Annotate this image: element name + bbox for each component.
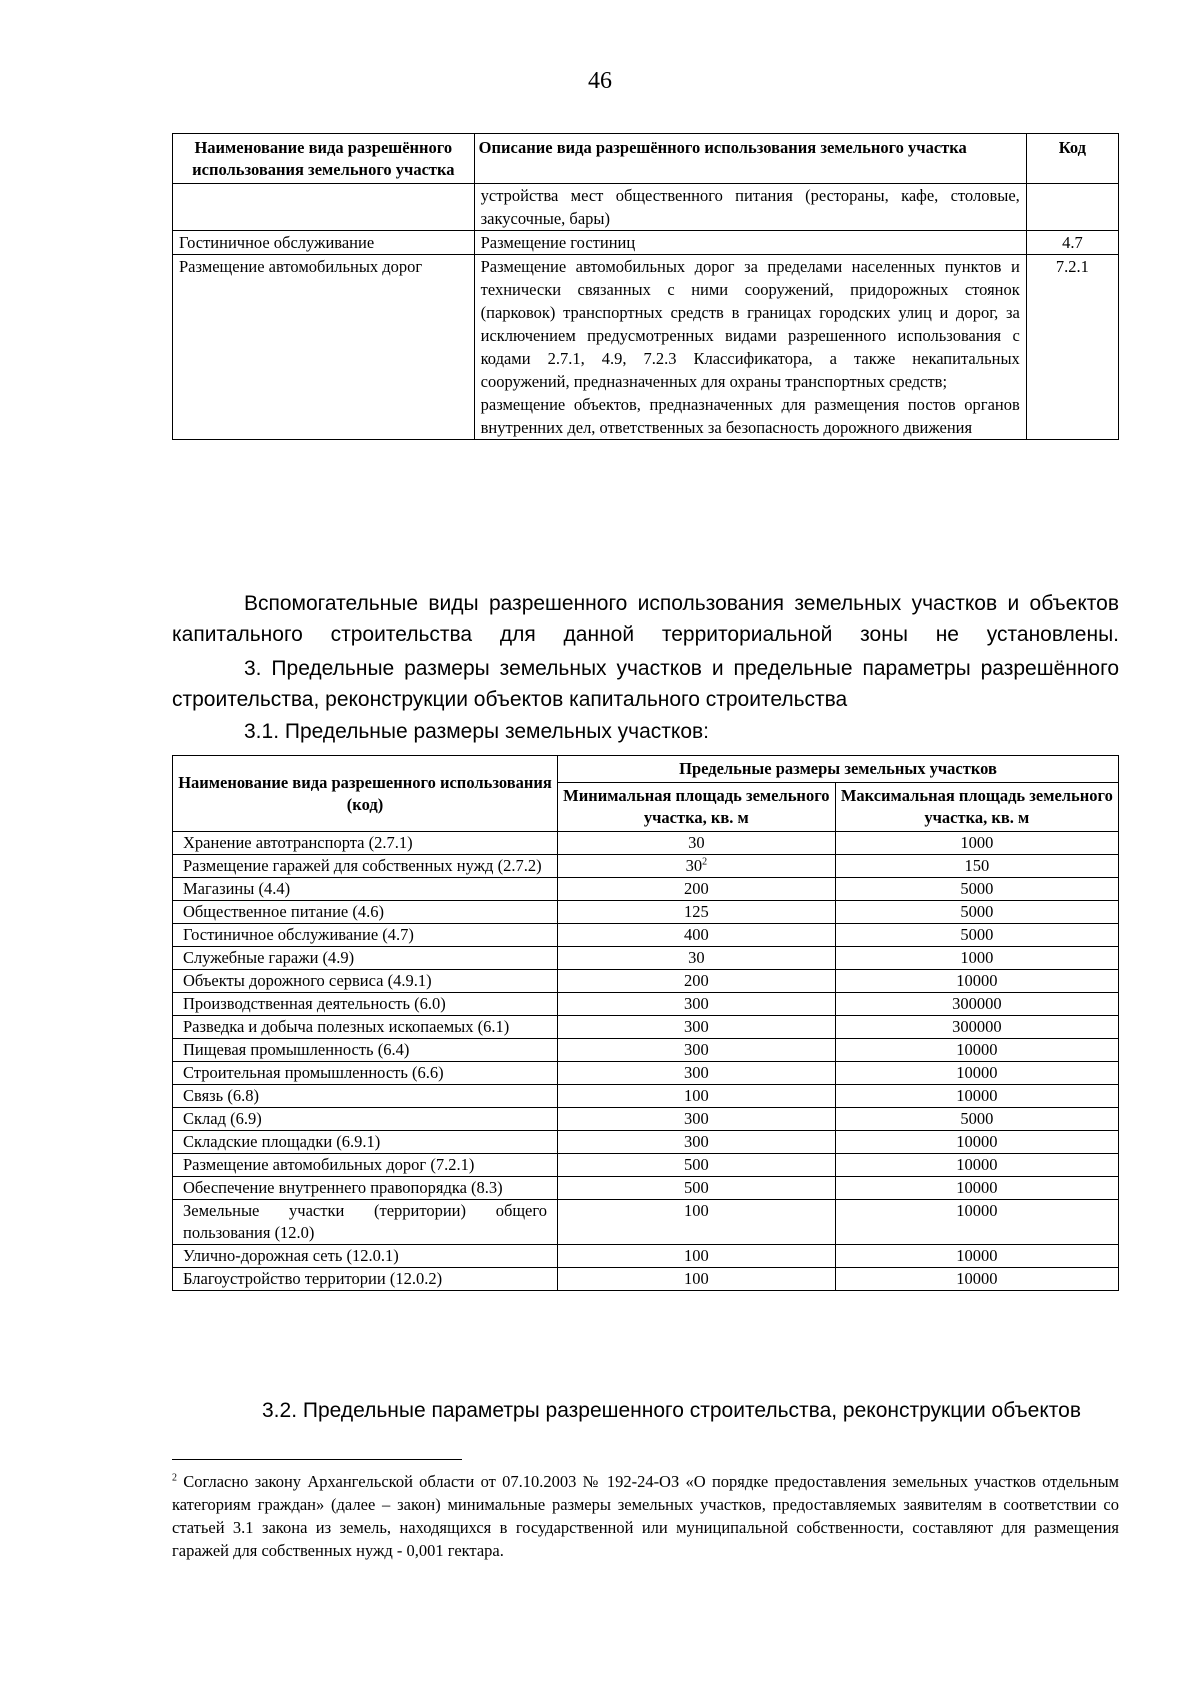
table-row bbox=[173, 1268, 1119, 1291]
table-header-row bbox=[173, 756, 1119, 783]
cell-max-area: 5000 bbox=[835, 1108, 1118, 1131]
table-row bbox=[173, 1108, 1119, 1131]
description-paragraph: Размещение гостиниц bbox=[480, 233, 636, 252]
cell-min-area bbox=[558, 1085, 836, 1108]
cell-name: Обеспечение внутреннего правопорядка (8.3) bbox=[173, 1177, 558, 1200]
cell-name: Гостиничное обслуживание bbox=[173, 231, 475, 255]
cell-min-area bbox=[558, 832, 836, 855]
cell-code: 7.2.1 bbox=[1026, 255, 1118, 440]
cell-min-area bbox=[558, 1268, 836, 1291]
table-row bbox=[173, 1245, 1119, 1268]
cell-max-area: 5000 bbox=[835, 924, 1118, 947]
cell-name: Общественное питание (4.6) bbox=[173, 901, 558, 924]
column-header-group: Предельные размеры земельных участков bbox=[558, 756, 1119, 783]
cell-name: Связь (6.8) bbox=[173, 1085, 558, 1108]
cell-max-area: 10000 bbox=[835, 1062, 1118, 1085]
cell-name: Размещение гаражей для собственных нужд (2.7.2) bbox=[173, 855, 558, 878]
cell-name: Служебные гаражи (4.9) bbox=[173, 947, 558, 970]
table-row bbox=[173, 947, 1119, 970]
cell-max-area: 1000 bbox=[835, 947, 1118, 970]
cell-min-area bbox=[558, 1108, 836, 1131]
column-header-min: Минимальная площадь земельного участка, кв. м bbox=[558, 783, 836, 832]
cell-min-area bbox=[558, 1062, 836, 1085]
page-number: 46 bbox=[588, 68, 612, 94]
cell-max-area: 5000 bbox=[835, 901, 1118, 924]
table-row bbox=[173, 993, 1119, 1016]
table-body bbox=[173, 832, 1119, 1291]
table-row bbox=[173, 1039, 1119, 1062]
cell-max-area: 10000 bbox=[835, 1177, 1118, 1200]
table-row bbox=[173, 1016, 1119, 1039]
cell-name: Строительная промышленность (6.6) bbox=[173, 1062, 558, 1085]
column-header-description: Описание вида разрешённого использования земельного участка bbox=[474, 134, 1026, 184]
table-row bbox=[173, 1154, 1119, 1177]
cell-code: 4.7 bbox=[1026, 231, 1118, 255]
min-area-value: 30 bbox=[685, 856, 703, 875]
auxiliary-uses-paragraph bbox=[172, 588, 1119, 650]
cell-min-area bbox=[558, 855, 836, 878]
cell-min-area bbox=[558, 1245, 836, 1268]
min-area-value: 30 bbox=[688, 948, 705, 967]
table-row bbox=[173, 1177, 1119, 1200]
table-row bbox=[173, 878, 1119, 901]
description-paragraph: устройства мест общественного питания (рестораны, кафе, столовые, закусочные, бары) bbox=[480, 186, 1020, 228]
footnote-marker: 2 bbox=[172, 1472, 177, 1484]
table-header-row bbox=[173, 134, 1119, 184]
cell-name: Разведка и добыча полезных ископаемых (6.1) bbox=[173, 1016, 558, 1039]
section-3-1-heading: 3.1. Предельные размеры земельных участков: bbox=[244, 720, 710, 743]
cell-min-area bbox=[558, 993, 836, 1016]
land-use-description-table bbox=[172, 133, 1119, 440]
cell-min-area bbox=[558, 1039, 836, 1062]
cell-min-area bbox=[558, 1200, 836, 1245]
cell-max-area: 10000 bbox=[835, 1200, 1118, 1245]
min-area-value: 30 bbox=[688, 833, 705, 852]
auxiliary-uses-text bbox=[172, 588, 1119, 650]
description-paragraph: Размещение автомобильных дорог за пределами населенных пунктов и технически связанных с ними сооружений, придорожных стоянок (парковок) транспортных средств в границах городских улиц и дорог, за исключением предусмотренных видами разрешенного использования с кодами 2.7.1, 4.9, 7.2.3 Классификатора, а также некапитальных сооружений, предназначенных для охраны транспортных средств; bbox=[480, 257, 1020, 391]
cell-name: Размещение автомобильных дорог bbox=[173, 255, 475, 440]
table-row bbox=[173, 1200, 1119, 1245]
table-row bbox=[173, 924, 1119, 947]
table-row bbox=[173, 1062, 1119, 1085]
min-area-value: 125 bbox=[683, 902, 709, 921]
min-area-value: 300 bbox=[683, 1132, 709, 1151]
min-area-value: 300 bbox=[683, 1040, 709, 1059]
section-3-paragraph bbox=[172, 653, 1119, 715]
table-row bbox=[173, 184, 1119, 231]
cell-min-area bbox=[558, 878, 836, 901]
min-area-value: 300 bbox=[683, 1063, 709, 1082]
min-area-value: 100 bbox=[683, 1086, 709, 1105]
cell-max-area: 5000 bbox=[835, 878, 1118, 901]
table-row bbox=[173, 855, 1119, 878]
table-row bbox=[173, 832, 1119, 855]
cell-max-area: 300000 bbox=[835, 1016, 1118, 1039]
min-area-value: 100 bbox=[683, 1246, 709, 1265]
cell-name: Магазины (4.4) bbox=[173, 878, 558, 901]
min-area-value: 300 bbox=[683, 994, 709, 1013]
footnote-divider bbox=[172, 1459, 462, 1460]
cell-max-area: 10000 bbox=[835, 1245, 1118, 1268]
cell-max-area: 300000 bbox=[835, 993, 1118, 1016]
min-area-value: 200 bbox=[683, 971, 709, 990]
cell-min-area bbox=[558, 1016, 836, 1039]
table-row bbox=[173, 255, 1119, 440]
cell-code bbox=[1026, 184, 1118, 231]
cell-name: Складские площадки (6.9.1) bbox=[173, 1131, 558, 1154]
cell-max-area: 150 bbox=[835, 855, 1118, 878]
min-area-value: 500 bbox=[683, 1178, 709, 1197]
table-row bbox=[173, 1131, 1119, 1154]
min-area-value: 300 bbox=[683, 1109, 709, 1128]
table-row bbox=[173, 970, 1119, 993]
section-3-text: 3. Предельные размеры земельных участков и предельные параметры разрешённого строительства, реконструкции объектов капитального строительства bbox=[172, 657, 1119, 711]
cell-max-area: 10000 bbox=[835, 1039, 1118, 1062]
cell-name: Размещение автомобильных дорог (7.2.1) bbox=[173, 1154, 558, 1177]
cell-min-area bbox=[558, 1177, 836, 1200]
cell-description bbox=[474, 255, 1026, 440]
cell-name: Благоустройство территории (12.0.2) bbox=[173, 1268, 558, 1291]
column-header-code: Код bbox=[1026, 134, 1118, 184]
min-area-value: 100 bbox=[683, 1201, 709, 1220]
min-area-value: 200 bbox=[683, 879, 709, 898]
cell-max-area: 10000 bbox=[835, 970, 1118, 993]
cell-max-area: 10000 bbox=[835, 1154, 1118, 1177]
min-area-value: 100 bbox=[683, 1269, 709, 1288]
table-row bbox=[173, 901, 1119, 924]
description-paragraph: размещение объектов, предназначенных для размещения постов органов внутренних дел, ответственных за безопасность дорожного движения bbox=[480, 395, 1020, 437]
footnote bbox=[172, 1470, 1119, 1562]
cell-max-area: 10000 bbox=[835, 1268, 1118, 1291]
cell-name: Гостиничное обслуживание (4.7) bbox=[173, 924, 558, 947]
cell-max-area: 1000 bbox=[835, 832, 1118, 855]
land-plot-size-table bbox=[172, 755, 1119, 1291]
footnote-text: Согласно закону Архангельской области от 07.10.2003 № 192-24-ОЗ «О порядке предоставления земельных участков отдельным категориям граждан» (далее – закон) минимальные размеры земельных участков, предоставляемых заявителям в соответствии со статьей 3.1 закона из земель, находящихся в государственной или муниципальной собственности, составляют для размещения гаражей для собственных нужд - 0,001 гектара. bbox=[172, 1472, 1120, 1560]
auxiliary-uses-line: Вспомогательные виды разрешенного использования земельных участков и объектов капитального строительства для данной территориальной зоны не установлены. bbox=[172, 592, 1119, 646]
cell-name: Объекты дорожного сервиса (4.9.1) bbox=[173, 970, 558, 993]
column-header-name: Наименование вида разрешенного использования (код) bbox=[173, 756, 558, 832]
cell-min-area bbox=[558, 924, 836, 947]
cell-name: Хранение автотранспорта (2.7.1) bbox=[173, 832, 558, 855]
cell-name: Склад (6.9) bbox=[173, 1108, 558, 1131]
cell-description bbox=[474, 184, 1026, 231]
cell-min-area bbox=[558, 947, 836, 970]
table-row bbox=[173, 1085, 1119, 1108]
cell-min-area bbox=[558, 901, 836, 924]
cell-name bbox=[173, 184, 475, 231]
section-3-2-heading: 3.2. Предельные параметры разрешенного строительства, реконструкции объектов bbox=[262, 1399, 1081, 1422]
cell-description bbox=[474, 231, 1026, 255]
min-area-value: 300 bbox=[683, 1017, 709, 1036]
cell-name: Производственная деятельность (6.0) bbox=[173, 993, 558, 1016]
min-area-value: 500 bbox=[683, 1155, 709, 1174]
cell-min-area bbox=[558, 1154, 836, 1177]
cell-name: Земельные участки (территории) общего пользования (12.0) bbox=[173, 1200, 558, 1245]
cell-min-area bbox=[558, 1131, 836, 1154]
cell-max-area: 10000 bbox=[835, 1131, 1118, 1154]
cell-name: Пищевая промышленность (6.4) bbox=[173, 1039, 558, 1062]
table-row bbox=[173, 231, 1119, 255]
column-header-name: Наименование вида разрешённого использования земельного участка bbox=[173, 134, 475, 184]
footnote-reference: 2 bbox=[702, 856, 708, 868]
cell-min-area bbox=[558, 970, 836, 993]
cell-name: Улично-дорожная сеть (12.0.1) bbox=[173, 1245, 558, 1268]
column-header-max: Максимальная площадь земельного участка, кв. м bbox=[835, 783, 1118, 832]
cell-max-area: 10000 bbox=[835, 1085, 1118, 1108]
min-area-value: 400 bbox=[683, 925, 709, 944]
